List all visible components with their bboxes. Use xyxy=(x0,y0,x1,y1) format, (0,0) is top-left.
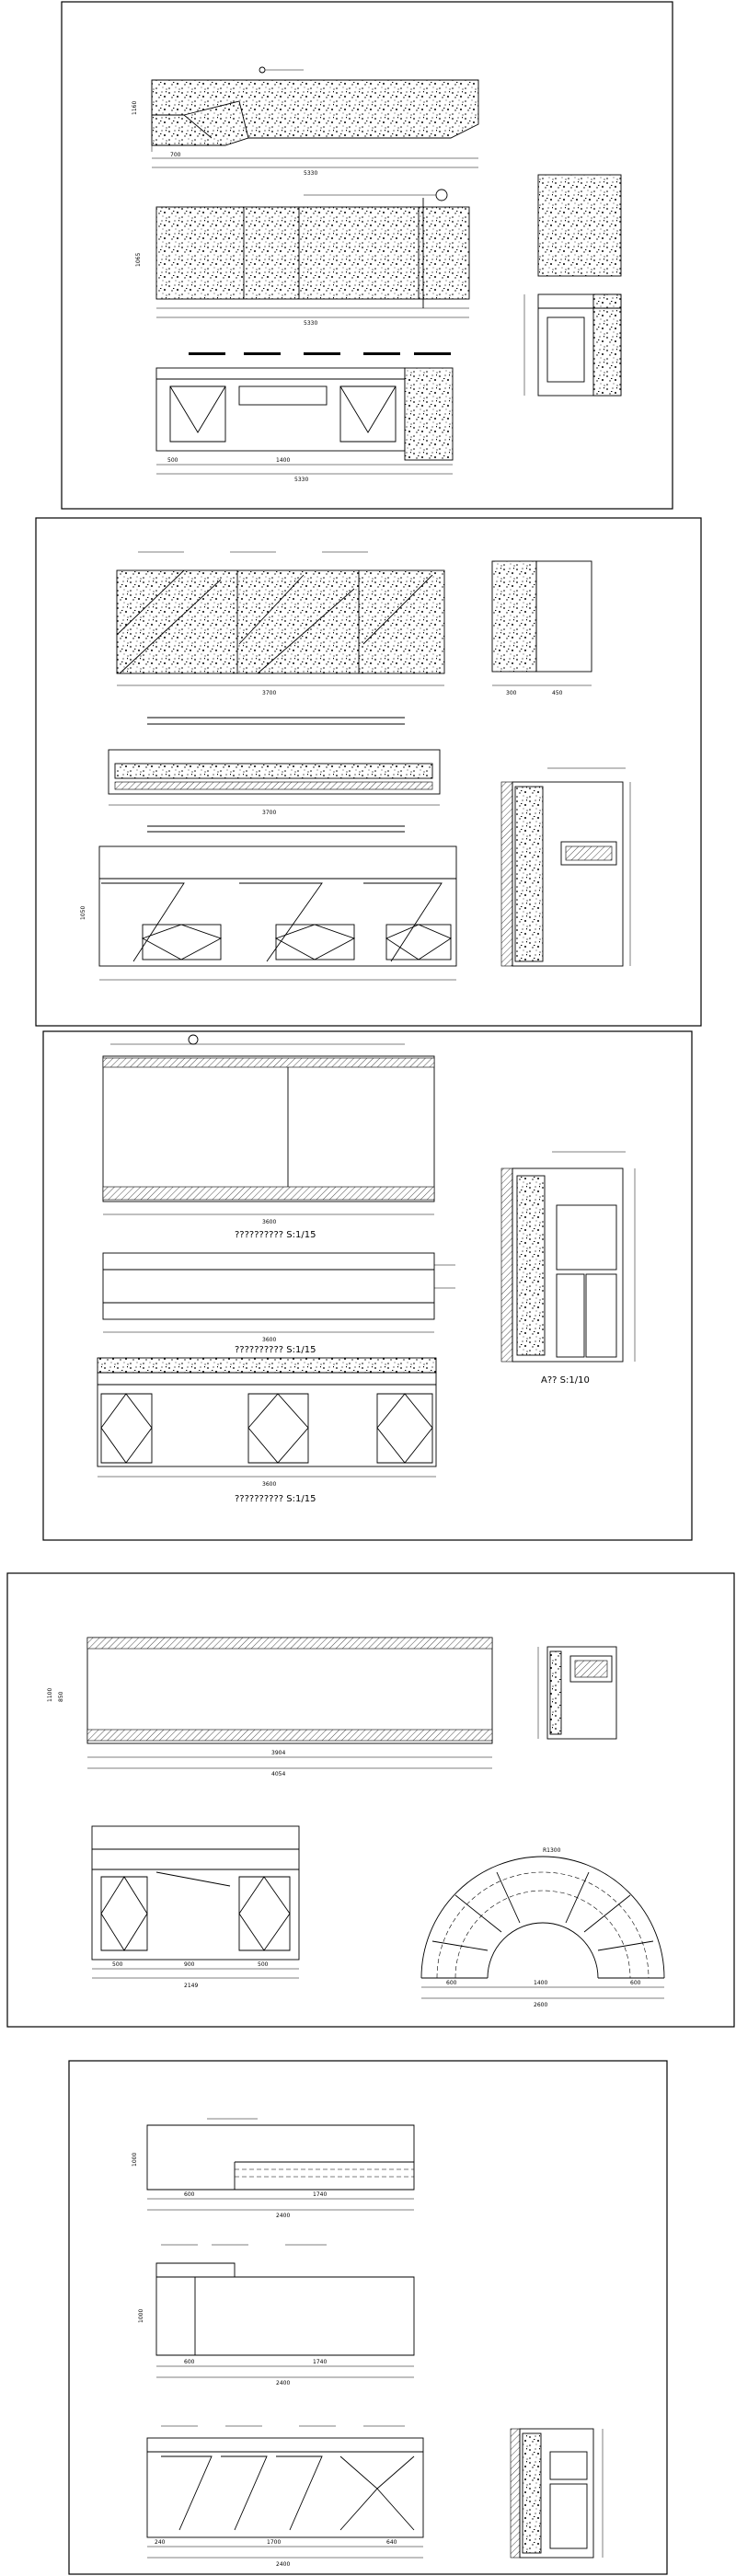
sheet5-plan-dim-h: 1000 xyxy=(132,2152,138,2167)
sheet2-plan-dim-total: 3700 xyxy=(262,810,277,816)
sheet5-elev-dim-h: 1000 xyxy=(138,2308,144,2323)
sheet2-front-elevation xyxy=(117,552,444,696)
sheet2-front-dim-total: 3700 xyxy=(262,690,277,696)
sheet4-front-dim-total: 2149 xyxy=(184,1983,199,1989)
sheet3-elevation-b xyxy=(103,1253,455,1355)
sheet3-elev-b-width: 3600 xyxy=(262,1337,277,1343)
sheet4-arc-plan xyxy=(421,1847,664,2008)
sheet4-arc-dim-mid: 1400 xyxy=(534,1980,548,1986)
sheet3-caption-section: A?? S:1/10 xyxy=(541,1375,590,1386)
sheet3-caption-elev-c: ?????????? S:1/15 xyxy=(235,1494,316,1504)
sheet5-front-dim-a: 240 xyxy=(155,2539,166,2546)
sheet1-plan-dim-total: 5330 xyxy=(304,170,318,177)
sheet5-side-section xyxy=(511,2429,603,2558)
sheet4-arc-dim-total: 2600 xyxy=(534,2002,548,2008)
sheet4-arc-radius: R1300 xyxy=(543,1847,561,1854)
sheet5-plan-view xyxy=(132,2119,414,2219)
sheet1-elev-dim-total: 5330 xyxy=(304,320,318,327)
sheet5-elevation xyxy=(138,2245,414,2386)
sheet4-front-elevation xyxy=(92,1826,299,1989)
sheet3-section xyxy=(501,1152,635,1386)
sheet3-caption-elev-b: ?????????? S:1/15 xyxy=(235,1345,316,1355)
sheet4-dim-inner: 3904 xyxy=(271,1750,286,1756)
sheet1-rear-elevation xyxy=(156,352,453,483)
sheet1-plan-view xyxy=(132,67,478,177)
sheet1-rear-dim-mid: 1400 xyxy=(276,457,291,464)
sheet5-elev-dim-a: 600 xyxy=(184,2359,195,2365)
sheet5-elev-dim-b: 1740 xyxy=(313,2359,328,2365)
sheet5-plan-dim-total: 2400 xyxy=(276,2213,291,2219)
sheet3-elev-a-width: 3600 xyxy=(262,1219,277,1225)
sheet2-side-dim-a: 300 xyxy=(506,690,517,696)
sheet1-rear-dim-seg: 500 xyxy=(167,457,178,464)
sheet4-front-dim-b: 900 xyxy=(184,1961,195,1968)
sheet-2 xyxy=(36,518,701,1026)
sheet5-front-dim-b: 1700 xyxy=(267,2539,282,2546)
sheet5-plan-dim-a: 600 xyxy=(184,2191,195,2198)
sheet2-cab-dim-h: 1050 xyxy=(80,905,86,920)
sheet-3 xyxy=(43,1031,692,1540)
sheet-4 xyxy=(7,1573,734,2027)
sheet1-tag-row xyxy=(189,352,451,355)
sheet4-arc-dim-right: 600 xyxy=(630,1980,641,1986)
sheet4-front-dim-c: 500 xyxy=(258,1961,269,1968)
sheet5-front-elevation xyxy=(147,2426,423,2568)
sheet2-side-dim-b: 450 xyxy=(552,690,563,696)
sheet-5 xyxy=(69,2061,667,2574)
sheet4-dim-left-h2: 850 xyxy=(58,1691,64,1702)
sheet4-side-section xyxy=(538,1647,616,1739)
sheet4-long-elevation xyxy=(47,1638,492,1777)
sheet5-plan-dim-b: 1740 xyxy=(313,2191,328,2198)
sheet4-dim-outer: 4054 xyxy=(271,1771,286,1777)
sheet3-elevation-a xyxy=(103,1035,434,1240)
sheet4-dim-left-h: 1100 xyxy=(47,1687,53,1702)
sheet2-cabinet-elevation xyxy=(80,826,456,980)
sheet4-arc-dim-left: 600 xyxy=(446,1980,457,1986)
sheet2-side-section xyxy=(492,561,630,966)
sheet1-elev-dim-left: 1065 xyxy=(135,252,142,267)
sheet4-front-dim-a: 500 xyxy=(112,1961,123,1968)
sheet-1 xyxy=(62,2,673,509)
sheet5-elev-dim-total: 2400 xyxy=(276,2380,291,2386)
sheet2-plan-view xyxy=(109,718,440,816)
sheet5-front-dim-total: 2400 xyxy=(276,2561,291,2568)
sheet5-front-dim-c: 640 xyxy=(386,2539,397,2546)
sheet3-elevation-c xyxy=(98,1358,436,1504)
sheet1-side-view xyxy=(524,175,621,396)
sheet3-caption-elev-a: ?????????? S:1/15 xyxy=(235,1230,316,1240)
sheet1-front-elevation xyxy=(135,190,469,327)
sheet1-rear-dim-total: 5330 xyxy=(294,477,309,483)
sheet1-plan-dim-left: 1160 xyxy=(132,100,138,115)
sheet1-plan-dim-seg: 700 xyxy=(170,152,181,158)
sheet3-elev-c-width: 3600 xyxy=(262,1481,277,1488)
